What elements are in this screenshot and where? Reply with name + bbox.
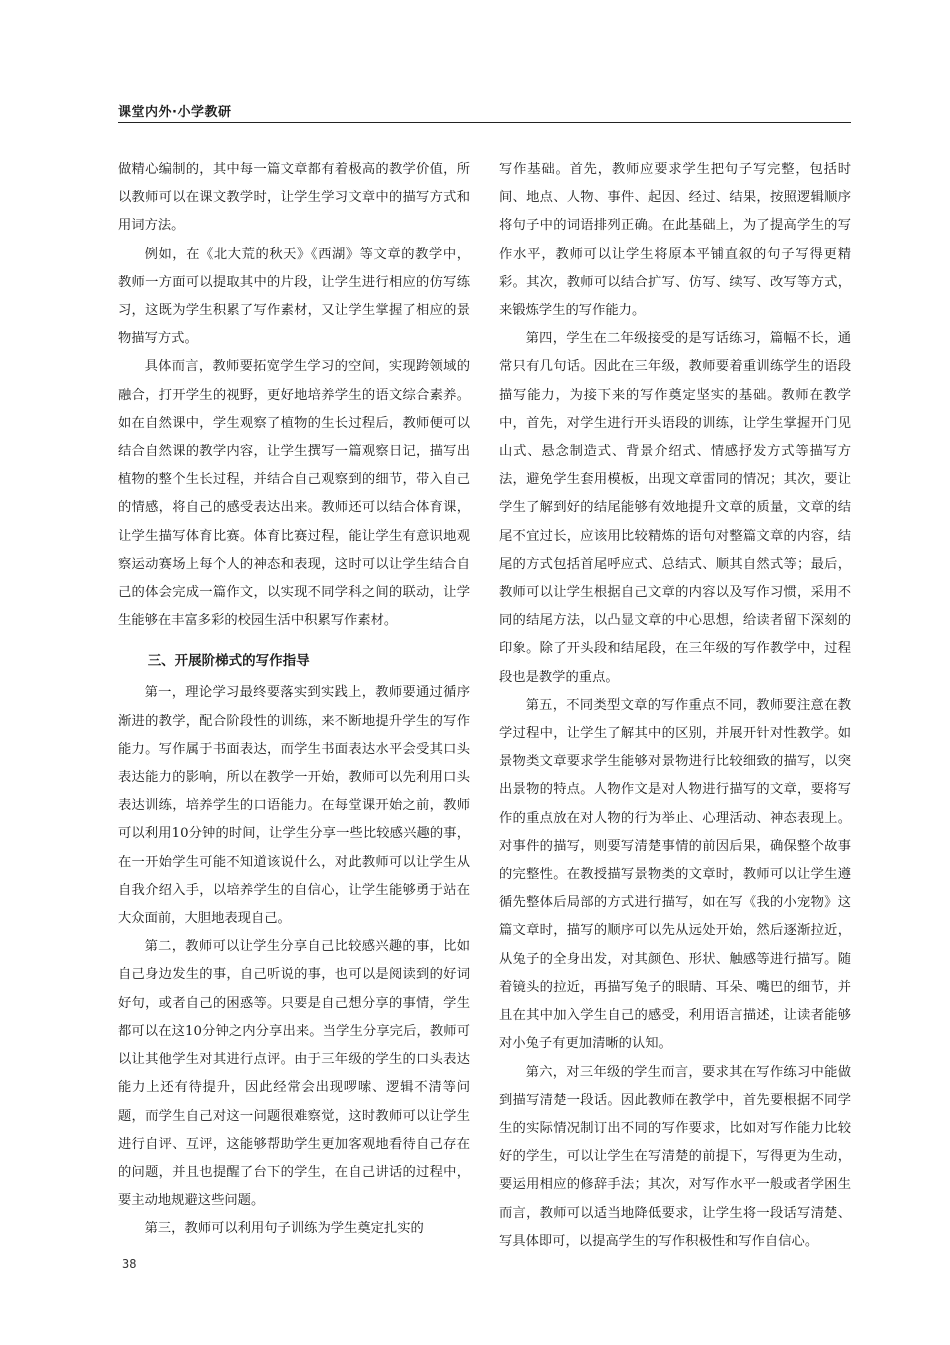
right-column xyxy=(499,156,851,1256)
running-header: 课堂内外·小学教研 xyxy=(118,105,232,120)
section-heading: 三、开展阶梯式的写作指导 xyxy=(147,653,310,670)
paragraph: 第五，不同类型文章的写作重点不同，教师要注意在教学过程中，让学生了解其中的区别，并展开针对性教学。如景物类文章要求学生能够对景物进行比较细致的描写，以突出景物的特点。人物作文是对人物进行描写的文章，要将写作的重点放在对人物的行为举止、心理活动、神态表现上。对事件的描写，则要写清楚事情的前因后果，确保整个故事的完整性。在教授描写景物类的文章时，教师可以让学生遵循先整体后局部的方式进行描写，如在写《我的小宠物》这篇文章时，描写的顺序可以先从远处开始，然后逐渐拉近，从兔子的全身出发，对其颜色、形状、触感等进行描写。随着镜头的拉近，再描写兔子的眼睛、耳朵、嘴巴的细节，并且在其中加入学生自己的感受，利用语言描述，让读者能够对小兔子有更加清晰的认知。 xyxy=(499,697,851,1052)
paragraph: 第一，理论学习最终要落实到实践上，教师要通过循序渐进的教学，配合阶段性的训练，来不断地提升学生的写作能力。写作属于书面表达，而学生书面表达水平会受其口头表达能力的影响，所以在教学一开始，教师可以先利用口头表达训练，培养学生的口语能力。在每堂课开始之前，教师可以利用10分钟的时间，让学生分享一些比较感兴趣的事，在一开始学生可能不知道该说什么，对此教师可以让学生从自我介绍入手，以培养学生的自信心，让学生能够勇于站在大众面前，大胆地表现自己。 xyxy=(118,685,470,927)
paragraph: 第四，学生在二年级接受的是写话练习，篇幅不长，通常只有几句话。因此在三年级，教师要着重训练学生的语段描写能力，为接下来的写作奠定坚实的基础。教师在教学中，首先，对学生进行开头语段的训练，让学生掌握开门见山式、悬念制造式、背景介绍式、情感抒发方式等描写方法，避免学生套用模板，出现文章雷同的情况；其次，要让学生了解到好的结尾能够有效地提升文章的质量，文章的结尾不宜过长，应该用比较精炼的语句对整篇文章的内容，结尾的方式包括首尾呼应式、总结式、顺其自然式等；最后，教师可以让学生根据自己文章的内容以及写作习惯，采用不同的结尾方法，以凸显文章的中心思想，给读者留下深刻的印象。除了开头段和结尾段，在三年级的写作教学中，过程段也是教学的重点。 xyxy=(499,331,851,685)
paragraph: 做精心编制的，其中每一篇文章都有着极高的教学价值，所以教师可以在课文教学时，让学生学习文章中的描写方式和用词方法。 xyxy=(118,162,470,234)
paragraph: 第二，教师可以让学生分享自己比较感兴趣的事，比如自己身边发生的事，自己听说的事，也可以是阅读到的好词好句，或者自己的困惑等。只要是自己想分享的事情，学生都可以在这10分钟之内分享出来。当学生分享完后，教师可以让其他学生对其进行点评。由于三年级的学生的口头表达能力上还有待提升，因此经常会出现啰嗦、逻辑不清等问题，而学生自己对这一问题很难察觉，这时教师可以让学生进行自评、互评，这能够帮助学生更加客观地看待自己存在的问题，并且也提醒了台下的学生，在自己讲话的过程中，要主动地规避这些问题。 xyxy=(118,939,470,1209)
paragraph: 例如，在《北大荒的秋天》《西湖》等文章的教学中，教师一方面可以提取其中的片段，让学生进行相应的仿写练习，这既为学生积累了写作素材，又让学生掌握了相应的景物描写方式。 xyxy=(118,246,470,347)
paragraph: 第六，对三年级的学生而言，要求其在写作练习中能做到描写清楚一段话。因此教师在教学中，首先要根据不同学生的实际情况制订出不同的写作要求，比如对写作能力比较好的学生，可以让学生在写清楚的前提下，写得更为生动，要运用相应的修辞手法；其次，对写作水平一般或者学困生而言，教师可以适当地降低要求，让学生将一段话写清楚、写具体即可，以提高学生的写作积极性和写作自信心。 xyxy=(499,1064,851,1249)
paragraph: 具体而言，教师要拓宽学生学习的空间，实现跨领域的融合，打开学生的视野，更好地培养学生的语文综合素养。如在自然课中，学生观察了植物的生长过程后，教师便可以结合自然课的教学内容，让学生撰写一篇观察日记，描写出植物的整个生长过程，并结合自己观察到的细节，带入自己的情感，将自己的感受表达出来。教师还可以结合体育课，让学生描写体育比赛。体育比赛过程，能让学生有意识地观察运动赛场上每个人的神态和表现，这时可以让学生结合自己的体会完成一篇作文，以实现不同学科之间的联动，让学生能够在丰富多彩的校园生活中积累写作素材。 xyxy=(118,359,470,629)
paragraph: 写作基础。首先，教师应要求学生把句子写完整，包括时间、地点、人物、事件、起因、经过、结果，按照逻辑顺序将句子中的词语排列正确。在此基础上，为了提高学生的写作水平，教师可以让学生将原本平铺直叙的句子写得更精彩。其次，教师可以结合扩写、仿写、续写、改写等方式，来锻炼学生的写作能力。 xyxy=(499,162,851,319)
header-rule xyxy=(118,122,851,123)
paragraph: 第三，教师可以利用句子训练为学生奠定扎实的 xyxy=(144,1221,424,1237)
left-column xyxy=(118,156,470,1244)
page-number: 38 xyxy=(122,1257,137,1271)
